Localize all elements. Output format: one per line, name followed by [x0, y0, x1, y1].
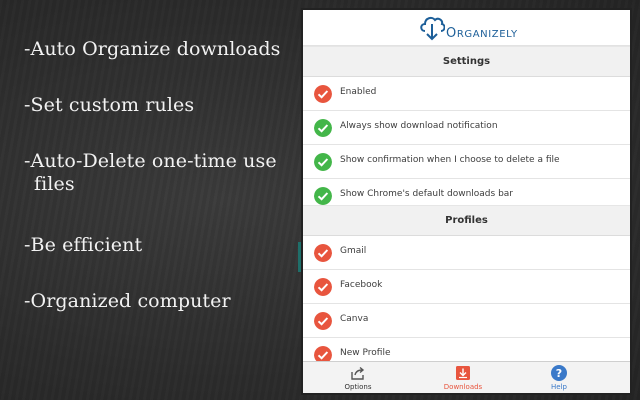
- logo-bar: [303, 10, 630, 46]
- feature-item: [24, 150, 277, 196]
- profiles-header: [303, 205, 630, 236]
- tab-label: Downloads: [443, 383, 483, 391]
- logo-wordmark: [446, 26, 518, 41]
- profiles-title: Profiles: [445, 215, 488, 226]
- feature-text: -Auto Organize downloads: [24, 38, 281, 60]
- settings-header: [303, 46, 630, 77]
- cloud-download-icon: [419, 12, 445, 42]
- share-icon: [350, 365, 366, 381]
- profile-row-canva[interactable]: [303, 304, 630, 338]
- feature-text: -Set custom rules: [24, 94, 195, 116]
- check-circle-icon[interactable]: [314, 153, 332, 171]
- setting-row-enabled[interactable]: [303, 77, 630, 111]
- feature-item: [24, 94, 194, 117]
- profile-label: Facebook: [340, 280, 383, 290]
- help-icon: [551, 365, 567, 381]
- feature-text: -Auto-Delete one-time use: [24, 150, 277, 172]
- feature-item: [24, 38, 281, 61]
- profile-row-gmail[interactable]: [303, 236, 630, 270]
- tab-bar: [303, 361, 630, 393]
- setting-label: Always show download notification: [340, 121, 498, 131]
- check-circle-icon[interactable]: [314, 187, 332, 205]
- organizely-popup: [301, 8, 632, 395]
- feature-text-continued: files: [34, 173, 75, 195]
- setting-row-notification[interactable]: [303, 111, 630, 145]
- feature-item: [24, 290, 231, 313]
- tab-label: Help: [551, 383, 567, 391]
- feature-text: -Be efficient: [24, 234, 143, 256]
- logo-rest: RGANIZELY: [456, 29, 518, 40]
- feature-item: [24, 234, 142, 257]
- profile-label: New Profile: [340, 348, 391, 358]
- tab-options[interactable]: [303, 362, 413, 394]
- profile-row-facebook[interactable]: [303, 270, 630, 304]
- check-circle-icon[interactable]: [314, 119, 332, 137]
- setting-label: Enabled: [340, 87, 377, 97]
- tab-help[interactable]: [504, 362, 614, 394]
- setting-label: Show confirmation when I choose to delete a file: [340, 155, 560, 165]
- check-circle-icon[interactable]: [314, 312, 332, 330]
- check-circle-icon[interactable]: [314, 244, 332, 262]
- check-circle-icon[interactable]: [314, 85, 332, 103]
- setting-row-confirm-delete[interactable]: [303, 145, 630, 179]
- settings-title: Settings: [442, 56, 491, 67]
- feature-text: -Organized computer: [24, 290, 231, 312]
- setting-label: Show Chrome's default downloads bar: [340, 189, 513, 199]
- tab-downloads[interactable]: [408, 362, 518, 394]
- check-circle-icon[interactable]: [314, 278, 332, 296]
- profile-label: Gmail: [340, 246, 367, 256]
- logo-initial: O: [446, 26, 457, 41]
- profile-label: Canva: [340, 314, 369, 324]
- svg-text:?: ?: [555, 367, 563, 380]
- tab-label: Options: [344, 383, 372, 391]
- download-icon: [455, 365, 471, 381]
